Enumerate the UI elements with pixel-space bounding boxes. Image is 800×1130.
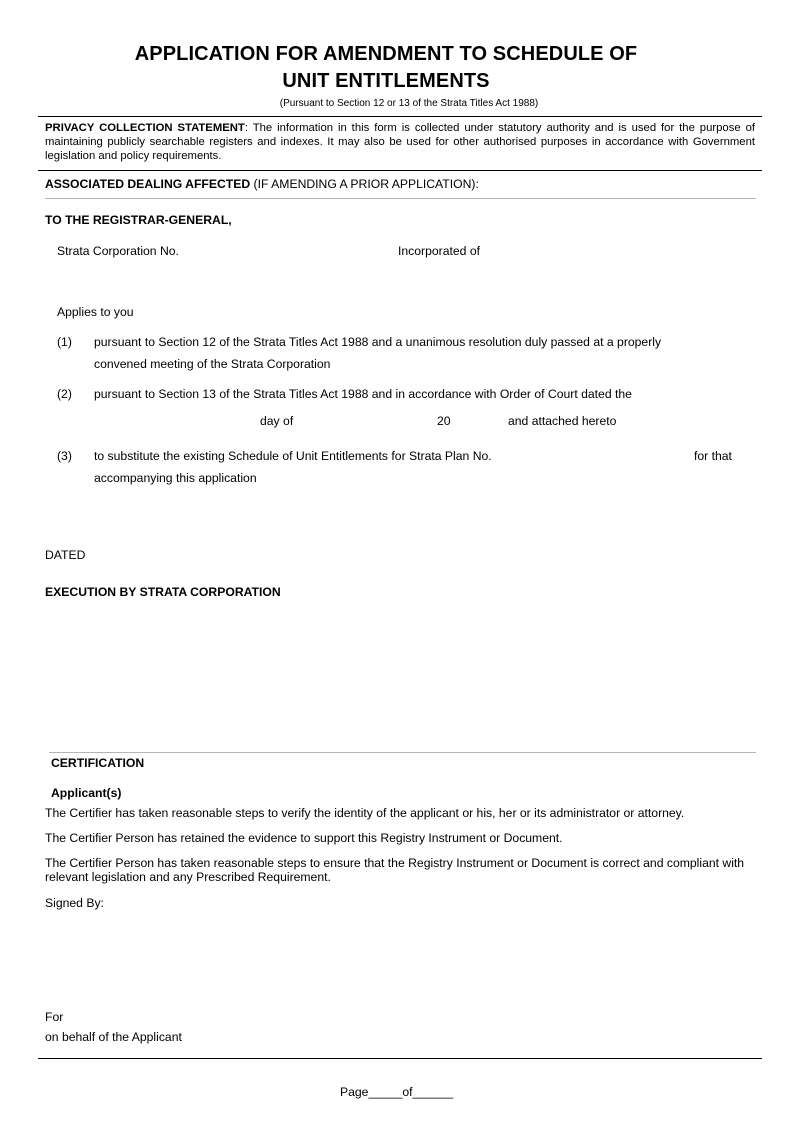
incorporated-of-label: Incorporated of: [398, 244, 480, 258]
strata-corporation-label: Strata Corporation No.: [57, 244, 179, 258]
certification-statement: The Certifier Person has retained the evidence to support this Registry Instrument or Document.: [45, 831, 563, 845]
privacy-divider: [38, 170, 762, 171]
on-behalf-label: on behalf of the Applicant: [45, 1030, 182, 1044]
certification-subheading: Applicant(s): [51, 786, 122, 800]
clause-2-year-prefix: 20: [437, 414, 451, 428]
page-number: Page_____of______: [340, 1085, 454, 1099]
dated-label: DATED: [45, 548, 86, 562]
clause-1-line-2: convened meeting of the Strata Corporation: [94, 357, 331, 371]
clause-1-line-1: pursuant to Section 12 of the Strata Titles Act 1988 and a unanimous resolution duly passed at a properly: [94, 335, 662, 349]
certification-statement: The Certifier Person has taken reasonable steps to ensure that the Registry Instrument or Document is correct and compliant with relevant legislation and any Prescribed Requirement.: [45, 856, 745, 884]
certification-divider: [49, 752, 756, 753]
clause-3-line-1: to substitute the existing Schedule of Unit Entitlements for Strata Plan No.: [94, 449, 492, 463]
clause-3-line-2: accompanying this application: [94, 471, 257, 485]
clause-2-day-of: day of: [260, 414, 294, 428]
clause-3-number: (3): [57, 449, 72, 463]
privacy-statement: [45, 121, 755, 163]
document-title-line-1: APPLICATION FOR AMENDMENT TO SCHEDULE OF: [134, 43, 638, 65]
clause-2-number: (2): [57, 387, 72, 401]
footer-divider: [38, 1058, 762, 1059]
privacy-label: PRIVACY COLLECTION STATEMENT: [45, 122, 245, 134]
document-title-line-2: UNIT ENTITLEMENTS: [282, 70, 490, 92]
privacy-text: : The information in this form is collected under statutory authority and is used for the purpose of maintaining publicly searchable registers and indexes. It may also be used for other authorised purposes in accordance with Government legislation and policy requirements.: [45, 122, 755, 162]
signed-by-label: Signed By:: [45, 896, 104, 910]
certification-statement: The Certifier has taken reasonable steps to verify the identity of the applicant or his, her or its administrator or attorney.: [45, 806, 685, 820]
header-divider: [38, 116, 762, 117]
clause-1-number: (1): [57, 335, 72, 349]
associated-dealing-line: [45, 198, 756, 199]
certification-heading: CERTIFICATION: [51, 756, 145, 770]
for-label: For: [45, 1010, 64, 1024]
clause-2-line-1: pursuant to Section 13 of the Strata Titles Act 1988 and in accordance with Order of Court dated the: [94, 387, 632, 401]
associated-dealing-note: (IF AMENDING A PRIOR APPLICATION):: [250, 177, 479, 191]
applies-to-you: Applies to you: [57, 305, 134, 319]
execution-heading: EXECUTION BY STRATA CORPORATION: [45, 585, 281, 599]
clause-3-for-that: for that: [694, 449, 732, 463]
associated-dealing-label: ASSOCIATED DEALING AFFECTED: [45, 177, 251, 191]
registrar-heading: TO THE REGISTRAR-GENERAL,: [45, 213, 232, 227]
document-subtitle: (Pursuant to Section 12 or 13 of the Strata Titles Act 1988): [279, 98, 539, 109]
clause-2-attached: and attached hereto: [508, 414, 617, 428]
associated-dealing-field: [45, 177, 479, 191]
